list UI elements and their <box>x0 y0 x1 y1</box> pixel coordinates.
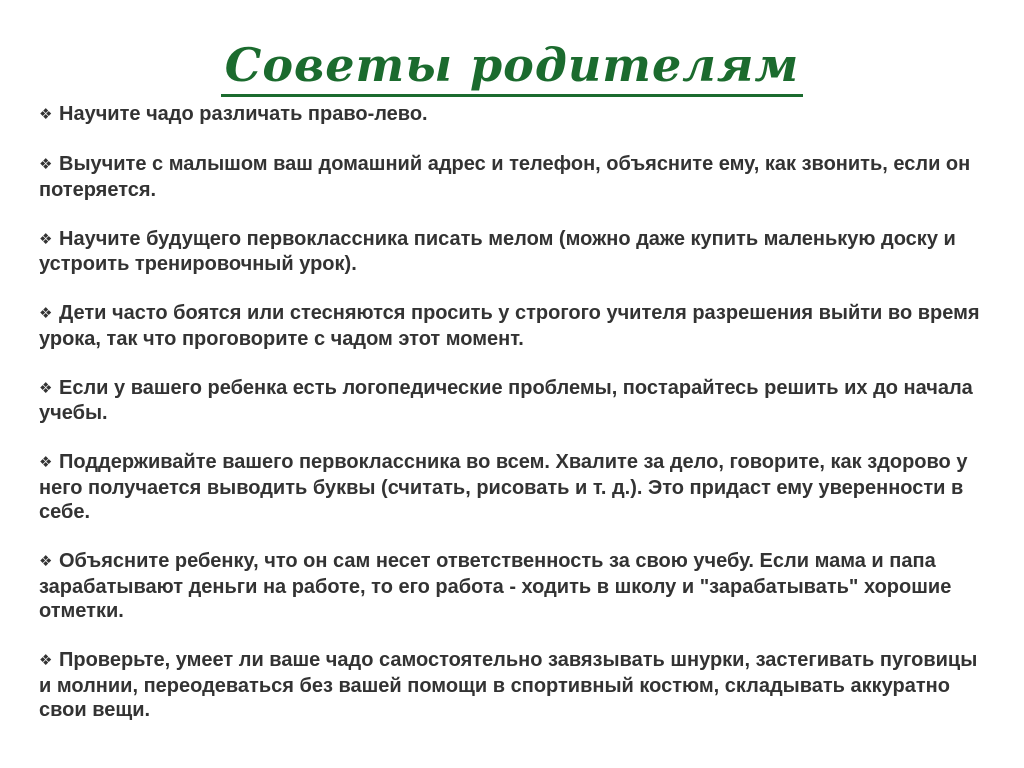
list-item <box>39 648 989 723</box>
tip-text: Объясните ребенку, что он сам несет ответственность за свою учебу. Если мама и папа зарабатывают деньги на работе, то его работа - ходить в школу и "зарабатывать" хорошие отметки. <box>39 550 952 622</box>
tip-text: Научите будущего первоклассника писать мелом (можно даже купить маленькую доску и устроить тренировочный урок). <box>39 227 956 275</box>
tip-text: Проверьте, умеет ли ваше чадо самостоятельно завязывать шнурки, застегивать пуговицы и молнии, переодеваться без вашей помощи в спортивный костюм, складывать аккуратно свои вещи. <box>39 649 978 721</box>
diamond-bullet-icon: ❖ <box>39 106 53 123</box>
page-title: Советы родителям <box>221 38 804 97</box>
diamond-bullet-icon: ❖ <box>39 230 53 248</box>
list-item <box>39 152 989 202</box>
tip-text: Если у вашего ребенка есть логопедические проблемы, постарайтесь решить их до начала учебы. <box>39 376 973 424</box>
list-item <box>39 227 989 277</box>
diamond-bullet-icon: ❖ <box>39 305 53 322</box>
diamond-bullet-icon: ❖ <box>39 454 53 471</box>
list-item <box>39 376 989 426</box>
list-item <box>39 549 989 624</box>
tips-list <box>39 102 989 747</box>
diamond-bullet-icon: ❖ <box>39 553 53 570</box>
list-item <box>39 301 989 351</box>
diamond-bullet-icon: ❖ <box>39 652 53 669</box>
title-container <box>0 38 1024 97</box>
tip-text: Дети часто боятся или стесняются просить у строгого учителя разрешения выйти во время урока, так что проговорите с чадом этот момент. <box>39 302 980 350</box>
tip-text: Научите чадо различать право-лево. <box>59 103 428 125</box>
tip-text: Поддерживайте вашего первоклассника во всем. Хвалите за дело, говорите, как здорово у него получается выводить буквы (считать, рисовать и т. д.). Это придаст ему уверенности в себе. <box>39 451 968 523</box>
list-item <box>39 102 989 128</box>
list-item <box>39 450 989 525</box>
diamond-bullet-icon: ❖ <box>39 379 53 397</box>
diamond-bullet-icon: ❖ <box>39 156 53 173</box>
tip-text: Выучите с малышом ваш домашний адрес и телефон, объясните ему, как звонить, если он потеряется. <box>39 153 971 201</box>
